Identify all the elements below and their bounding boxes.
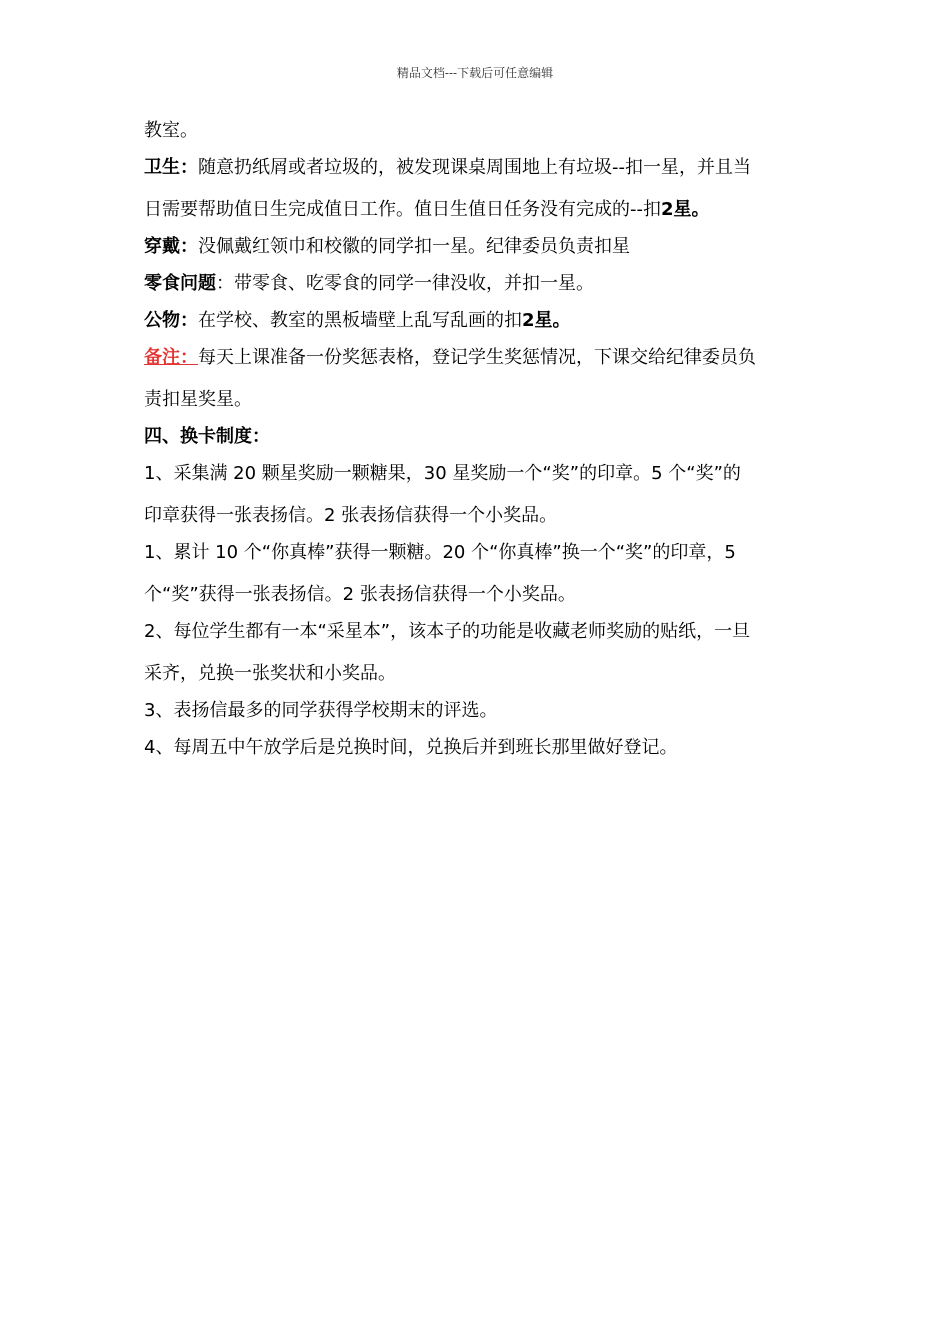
public-property-line — [144, 308, 808, 334]
list-item-5: 4、每周五中午放学后是兑换时间，兑换后并到班长那里做好登记。 — [144, 737, 678, 758]
hygiene-label: 卫生： — [144, 157, 198, 178]
list-item-1-line-2: 印章获得一张表扬信。2 张表扬信获得一个小奖品。 — [144, 505, 558, 526]
public-property-text-a: 在学校、教室的黑板墙壁上乱写乱画的扣 — [198, 310, 522, 331]
public-property-text-b: 2星。 — [522, 310, 571, 331]
section-title: 四、换卡制度： — [144, 426, 270, 447]
dress-label: 穿戴： — [144, 236, 198, 257]
list-item-2-line-1: 1、累计 10 个“你真棒”获得一颗糖。20 个“你真棒”换一个“奖”的印章，5 — [144, 542, 736, 563]
hygiene-line-1 — [144, 155, 808, 181]
line-classroom: 教室。 — [144, 120, 198, 141]
list-item-1-line-1: 1、采集满 20 颗星奖励一颗糖果，30 星奖励一个“奖”的印章。5 个“奖”的 — [144, 463, 741, 484]
public-property-label: 公物： — [144, 310, 198, 331]
note-line-1 — [144, 345, 808, 371]
note-label: 备注： — [144, 347, 198, 368]
hygiene-text-1: 随意扔纸屑或者垃圾的，被发现课桌周围地上有垃圾--扣一星，并且当 — [198, 157, 751, 178]
list-item-3-line-1: 2、每位学生都有一本“采星本”，该本子的功能是收藏老师奖励的贴纸，一旦 — [144, 621, 751, 642]
hygiene-text-2a: 日需要帮助值日生完成值日工作。值日生值日任务没有完成的--扣 — [144, 199, 661, 220]
note-text-1: 每天上课准备一份奖惩表格，登记学生奖惩情况，下课交给纪律委员负 — [198, 347, 756, 368]
list-item-3-line-2: 采齐，兑换一张奖状和小奖品。 — [144, 663, 396, 684]
note-line-2: 责扣星奖星。 — [144, 389, 252, 410]
snacks-label: 零食问题 — [144, 273, 216, 294]
snacks-line — [144, 271, 808, 297]
hygiene-line-2 — [144, 197, 808, 223]
list-item-4: 3、表扬信最多的同学获得学校期末的评选。 — [144, 700, 498, 721]
dress-line — [144, 234, 808, 260]
dress-text: 没佩戴红领巾和校徽的同学扣一星。纪律委员负责扣星 — [198, 236, 630, 257]
list-item-2-line-2: 个“奖”获得一张表扬信。2 张表扬信获得一个小奖品。 — [144, 584, 576, 605]
document-body — [144, 118, 808, 772]
snacks-text: ：带零食、吃零食的同学一律没收，并扣一星。 — [216, 273, 594, 294]
page-header: 精品文档---下载后可任意编辑 — [396, 66, 554, 80]
hygiene-text-2b: 2星。 — [661, 199, 710, 220]
